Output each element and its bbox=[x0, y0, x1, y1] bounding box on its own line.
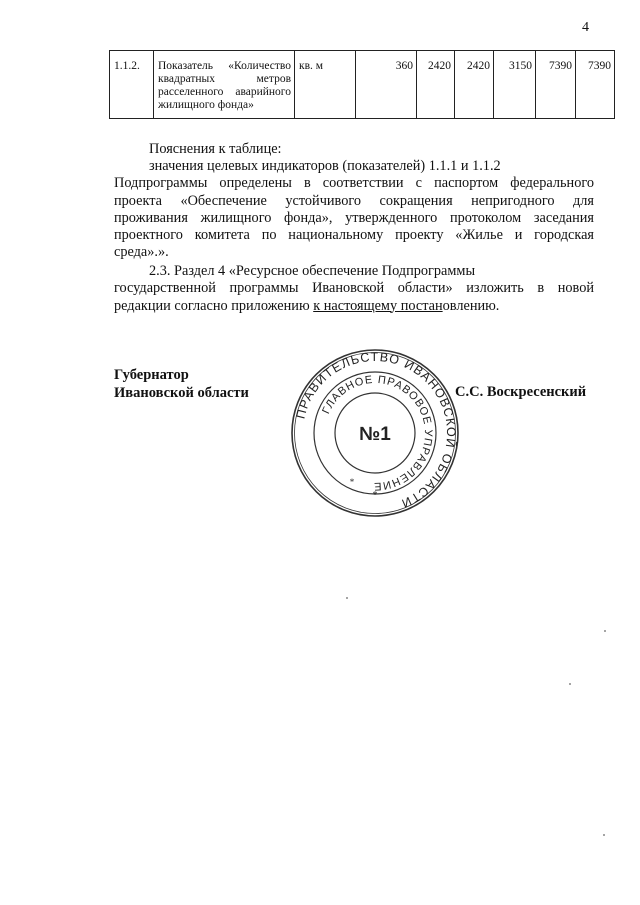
paragraph-body: государственной программы Ивановской области» изложить в новой редакции согласно приложению bbox=[114, 280, 594, 314]
paragraph-first-line: 2.3. Раздел 4 «Ресурсное обеспечение Подпрограммы bbox=[149, 263, 476, 279]
notes-heading: Пояснения к таблице: bbox=[149, 141, 282, 157]
paragraph-body-end: овлению. bbox=[442, 297, 500, 314]
indicators-table bbox=[109, 50, 615, 119]
scan-speck bbox=[569, 683, 571, 685]
signatory-title-line1: Губернатор bbox=[114, 367, 189, 383]
stamp-outer-text: ПРАВИТЕЛЬСТВО ИВАНОВСКОЙ ОБЛАСТИ bbox=[293, 349, 459, 511]
value-cell: 7390 bbox=[576, 51, 615, 119]
row-number: 1.1.2. bbox=[110, 51, 154, 119]
value-cell: 2420 bbox=[417, 51, 455, 119]
paragraph-body: Подпрограммы определены в соответствии с паспортом федерального проекта «Обеспечение устойчивого сокращения непригодного для проживания жилищного фонда», утвержденного протоколом заседания проектного комитета по национальному проекту «Жилье и городская среда».». bbox=[114, 175, 594, 261]
value-cell: 2420 bbox=[455, 51, 494, 119]
paragraph-first-line: значения целевых индикаторов (показателей) 1.1.1 и 1.1.2 bbox=[149, 158, 501, 174]
value-cell: 3150 bbox=[494, 51, 536, 119]
star-icon: * bbox=[349, 477, 355, 487]
indicator-name: Показатель «Количество квадратных метров расселенного аварийного жилищного фонда» bbox=[154, 51, 295, 119]
stamp-center-number: №1 bbox=[359, 424, 391, 445]
official-stamp bbox=[290, 348, 460, 518]
scan-speck bbox=[603, 834, 605, 836]
unit-cell: кв. м bbox=[295, 51, 356, 119]
signatory-title-line2: Ивановской области bbox=[114, 385, 249, 401]
stamp-inner-text: ГЛАВНОЕ ПРАВОВОЕ УПРАВЛЕНИЕ bbox=[320, 373, 435, 493]
value-cell: 7390 bbox=[536, 51, 576, 119]
underlined-text: к настоящему постан bbox=[313, 297, 443, 314]
paragraph-section-4 bbox=[114, 263, 594, 315]
table-row bbox=[110, 51, 615, 119]
scan-speck bbox=[604, 630, 606, 632]
signatory-title bbox=[114, 366, 249, 402]
paragraph-indicators bbox=[114, 158, 594, 262]
page-number: 4 bbox=[582, 20, 589, 35]
scan-speck bbox=[346, 597, 348, 599]
signatory-name: С.С. Воскресенский bbox=[455, 384, 587, 400]
star-icon: * bbox=[372, 490, 378, 501]
value-cell: 360 bbox=[356, 51, 417, 119]
